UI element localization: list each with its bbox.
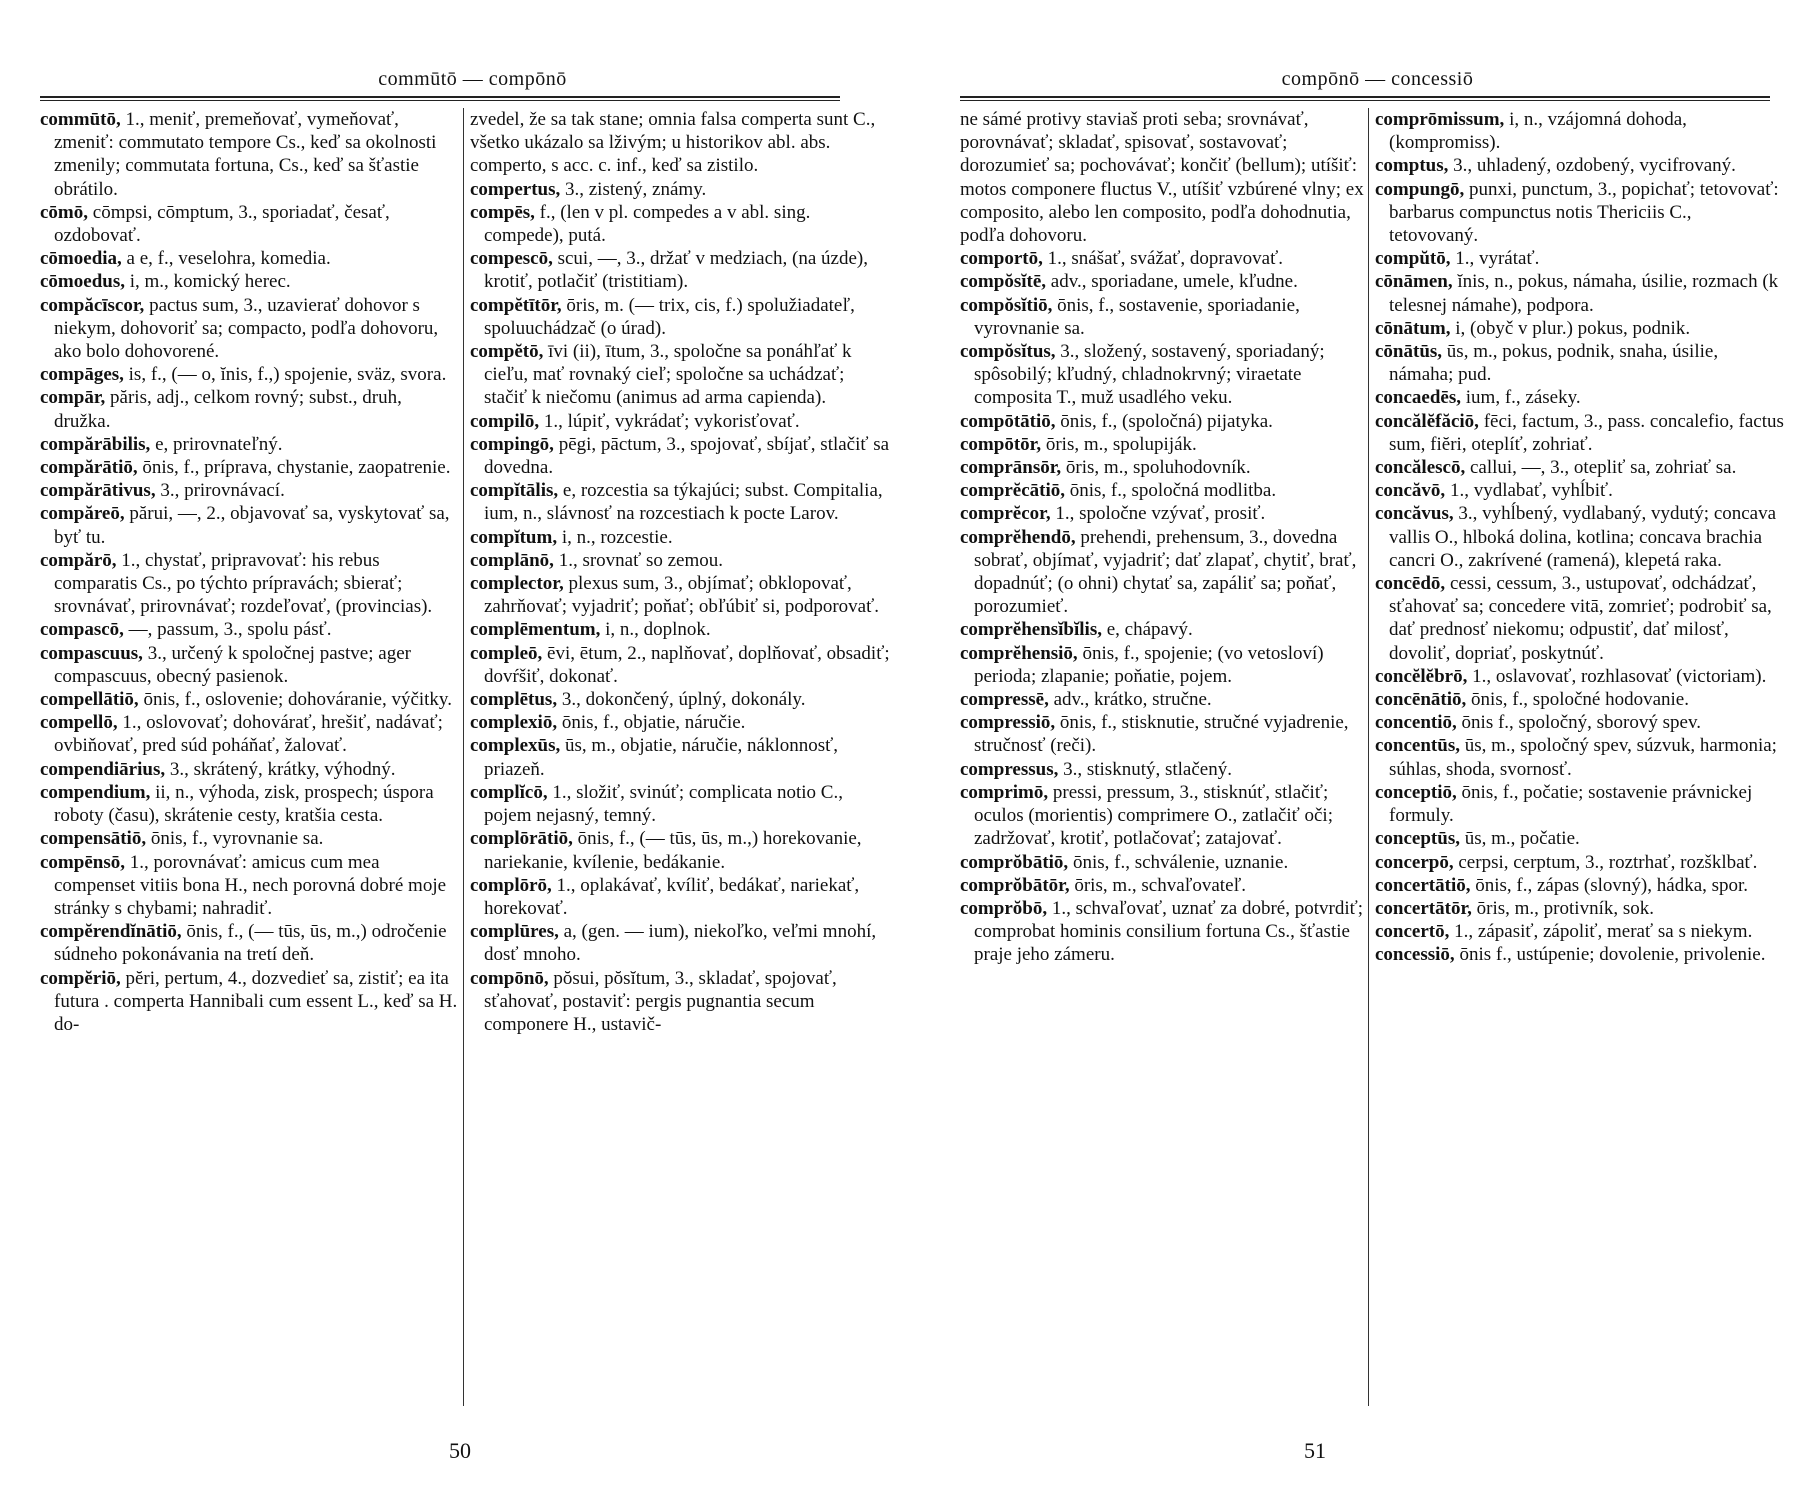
dictionary-entry [960,410,1380,433]
dictionary-entry [960,897,1380,967]
entry-headword: compungō, [1375,178,1465,200]
entry-definition: a, (gen. — ium), niekoľko, veľmi mnohí, dosť mnoho. [484,921,877,966]
dictionary-entry [470,294,890,340]
dictionary-entry [960,247,1380,270]
dictionary-entry [960,874,1380,897]
entry-definition: adv., krátko, stručne. [1048,689,1212,711]
entry-headword: comportō, [960,248,1043,270]
dictionary-entry [40,920,460,966]
dictionary-entry [470,201,890,247]
entry-headword: complētus, [470,689,558,711]
entry-headword: compĭtālis, [470,480,559,502]
entry-definition: i, n., doplnok. [600,619,711,641]
entry-definition: 1., vyrátať. [1450,248,1540,270]
entry-definition: ōnis, f., počatie; sostavenie právnickej formuly. [1389,781,1753,827]
dictionary-entry [40,967,460,1037]
dictionary-entry [1375,781,1785,827]
dictionary-entry [470,549,890,572]
entry-definition: ōris, m. (— trix, cis, f.) spolužiadateľ, spoluuchádzač (o úrad). [484,294,855,339]
entry-definition: 1., chystať, pripravovať: his rebus comparatis Cs., po týchto prípravách; sbierať; srovnávať, prirovnávať; rozdeľovať, (provincias). [54,549,433,618]
dictionary-column [1375,108,1785,967]
dictionary-entry [960,502,1380,525]
entry-headword: concăvus, [1375,503,1454,525]
entry-headword: concentiō, [1375,712,1457,734]
dictionary-entry [40,456,460,479]
dictionary-entry [960,851,1380,874]
entry-definition: ōnis, f., spoločná modlitba. [1064,480,1277,502]
entry-headword: compendium, [40,781,151,803]
entry-headword: cōnātūs, [1375,341,1443,363]
dictionary-entry [960,642,1380,688]
dictionary-entry [1375,897,1785,920]
entry-headword: compĕtītōr, [470,294,562,316]
entry-headword: comprĕcor, [960,503,1051,525]
entry-definition: cerpsi, cerptum, 3., roztrhať, rozšklbať. [1453,851,1758,873]
entry-definition: ōnis f., spoločný, sborový spev. [1456,712,1701,734]
entry-definition: a e, f., veselohra, komedia. [121,248,331,270]
entry-definition: cessi, cessum, 3., ustupovať, odchádzať, sťahovať sa; concedere vitā, zomrieť; podrobiť sa, dať prednosť niekomu; odpustiť, dať milosť, dovoliť, dopriať, poskytnúť. [1389,573,1772,664]
entry-headword: compŭtō, [1375,248,1451,270]
dictionary-column [960,108,1380,967]
dictionary-entry [40,827,460,850]
entry-headword: complĭcō, [470,781,548,803]
entry-headword: compensātiō, [40,828,147,850]
entry-headword: comprĕhensiō, [960,642,1078,664]
entry-headword: concăvō, [1375,480,1446,502]
dictionary-entry [470,734,890,780]
running-head: commūtō — compōnō [378,68,567,90]
dictionary-entry [1375,874,1785,897]
entry-headword: compressiō, [960,712,1056,734]
entry-headword: compressē, [960,689,1049,711]
entry-definition: ōnis, f., stisknutie, stručné vyjadrenie, stručnosť (reči). [974,712,1349,757]
entry-headword: compĭtum, [470,526,558,548]
dictionary-column [470,108,890,1036]
entry-headword: compilō, [470,410,540,432]
entry-definition: ēvi, ētum, 2., naplňovať, doplňovať, obsadiť; dovŕšiť, dokonať. [484,642,890,687]
entry-headword: cōmoedus, [40,271,125,293]
dictionary-entry [960,479,1380,502]
entry-headword: compendiārius, [40,758,166,780]
entry-headword: compleō, [470,642,543,664]
entry-definition: i, (obyč v plur.) pokus, podnik. [1450,317,1691,339]
entry-headword: compellātiō, [40,689,139,711]
entry-definition: ne sámé protivy staviaš proti seba; srovnávať, porovnávať; skladať, spisovať, sostavovať; dorozumieť sa; pochovávať; končiť (bellum); utíšiť: motos componere fluctus V., utíšiť vzbúrené vlny; ex composito, alebo len composito, podľa dohodnutia, podľa dohovoru. [960,109,1364,247]
entry-headword: compressus, [960,758,1059,780]
entry-definition: e, chápavý. [1101,619,1193,641]
entry-headword: compărātiō, [40,457,138,479]
entry-definition: fēci, factum, 3., pass. concalefio, factus sum, fiĕri, oteplíť, zohriať. [1389,410,1784,455]
entry-definition: ōnis, f., vyrovnanie sa. [146,828,324,850]
dictionary-entry [470,874,890,920]
entry-headword: compăcīscor, [40,294,145,316]
column-divider [463,108,464,1406]
dictionary-entry [40,642,460,688]
dictionary-entry [40,433,460,456]
entry-definition: callui, —, 3., otepliť sa, zohriať sa. [1465,457,1737,479]
dictionary-entry [470,572,890,618]
entry-definition: 3., vyhĺbený, vydlabaný, vydutý; concava vallis O., hlboká dolina, kotlina; concava brachia cancri O., zakrívené (ramená), klepetá raka. [1389,503,1777,571]
dictionary-entry [40,363,460,386]
entry-definition: pactus sum, 3., uzavierať dohovor s niekym, dohovoriť sa; compacto, podľa dohovoru, ako bolo dohovorené. [54,294,439,363]
entry-definition: īvi (ii), ītum, 3., spoločne sa ponáhľať k cieľu, mať rovnaký cieľ; spoločne sa uchádzať; stačiť k niečomu (animus ad arma capienda). [484,341,852,409]
right-page [905,0,1810,1500]
dictionary-entry [40,851,460,921]
dictionary-entry [960,526,1380,619]
entry-definition: ōnis, f., zápas (slovný), hádka, spor. [1470,874,1749,896]
dictionary-entry [470,827,890,873]
entry-headword: complexiō, [470,712,558,734]
dictionary-entry [1375,108,1785,154]
entry-definition: 3., dokončený, úplný, dokonály. [557,689,806,711]
dictionary-entry [1375,943,1785,966]
entry-definition: e, rozcestia sa týkajúci; subst. Compitalia, ium, n., slávnosť na rozcestiach k pocte Larov. [484,480,883,525]
entry-headword: comprimō, [960,781,1049,803]
entry-definition: ium, f., záseky. [1461,387,1581,409]
dictionary-entry [40,781,460,827]
dictionary-entry [470,920,890,966]
entry-headword: comprĕhendō, [960,526,1076,548]
entry-headword: comprĕcātiō, [960,480,1065,502]
entry-definition: 1., zápasiť, zápoliť, merať sa s niekym. [1449,921,1753,943]
entry-definition: i, m., komický herec. [124,271,291,293]
entry-headword: cōnāmen, [1375,271,1453,293]
entry-headword: concēnātiō, [1375,689,1467,711]
dictionary-entry [470,526,890,549]
entry-headword: concălescō, [1375,457,1466,479]
entry-headword: comprŏbātiō, [960,851,1069,873]
entry-definition: f., (len v pl. compedes a v abl. sing. compede), putá. [484,201,811,247]
entry-headword: concerpō, [1375,851,1454,873]
entry-definition: 3., určený k spoločnej pastve; ager compascuus, obecný pasienok. [54,642,411,687]
dictionary-entry [1375,688,1785,711]
entry-headword: complexūs, [470,735,561,757]
entry-headword: compărō, [40,549,117,571]
dictionary-entry [1375,456,1785,479]
dictionary-entry [960,294,1380,340]
entry-definition: 1., oslovovať; dohovárať, hrešiť, nadávať; ovbiňovať, pred súd poháňať, žalovať. [54,712,443,757]
dictionary-entry [960,270,1380,293]
column-divider [1368,108,1369,1406]
dictionary-entry [470,618,890,641]
entry-headword: concălĕfăciō, [1375,410,1479,432]
entry-headword: compascuus, [40,642,143,664]
entry-definition: ōris, m., spolupiják. [1041,433,1197,455]
entry-definition: ōnis, f., (— tūs, ūs, m.,) odročenie súdneho pokonávania na tretí deň. [54,921,447,966]
entry-definition: 1., vydlabať, vyhĺbiť. [1445,480,1613,502]
running-head: compōnō — concessiō [1281,68,1474,90]
dictionary-entry [960,340,1380,410]
dictionary-entry [1375,479,1785,502]
entry-headword: comprōmissum, [1375,109,1505,130]
entry-headword: compingō, [470,433,554,455]
entry-headword: cōmoedia, [40,248,122,270]
entry-headword: compărātivus, [40,480,156,502]
dictionary-entry [470,433,890,479]
page-number: 51 [1304,1438,1326,1463]
entry-definition: ōnis, f., oslovenie; dohováranie, výčitky. [138,689,452,711]
entry-headword: comprŏbātōr, [960,874,1070,896]
entry-headword: compōtōr, [960,433,1042,455]
entry-definition: ūs, m., počatie. [1459,828,1580,850]
entry-headword: compēnsō, [40,851,125,873]
entry-definition: i, n., vzájomná dohoda, (kompromiss). [1389,109,1687,154]
dictionary-entry [1375,572,1785,665]
dictionary-entry [40,201,460,247]
entry-headword: concaedēs, [1375,387,1462,409]
header-rule [960,96,1770,98]
entry-headword: comprĕhensĭbĭlis, [960,619,1102,641]
entry-headword: commūtō, [40,109,121,130]
entry-definition: 1., srovnať so zemou. [553,549,723,571]
entry-headword: compărābilis, [40,433,151,455]
entry-definition: pēgi, pāctum, 3., spojovať, sbíjať, stlačiť sa dovedna. [484,433,890,479]
entry-definition: —, passum, 3., spolu pásť. [123,619,332,641]
dictionary-entry [1375,502,1785,572]
entry-definition: ōnis, f., (spoločná) pijatyka. [1055,410,1273,432]
entry-definition: 1., spoločne vzývať, prosiť. [1050,503,1266,525]
dictionary-entry [40,618,460,641]
entry-definition: 1., lúpiť, vykrádať; vykorisťovať. [539,410,800,432]
dictionary-entry [470,642,890,688]
entry-definition: păris, adj., celkom rovný; subst., druh, družka. [54,387,402,432]
dictionary-entry [40,294,460,364]
entry-definition: ōnis, f., spojenie; (vo vetosloví) perioda; zlapanie; poňatie, pojem. [974,642,1324,687]
entry-headword: comptus, [1375,155,1449,177]
dictionary-entry [960,108,1380,247]
entry-headword: conceptūs, [1375,828,1460,850]
dictionary-entry [40,270,460,293]
entry-definition: 1., meniť, premeňovať, vymeňovať, zmeniť: commutato tempore Cs., keď sa okolnosti zmenily; commutata fortuna, Cs., keď sa šťastie obrátilo. [54,109,437,200]
entry-definition: ūs, m., pokus, podnik, snaha, úsilie, námaha; pud. [1389,341,1719,386]
dictionary-entry [470,688,890,711]
dictionary-entry [960,456,1380,479]
entry-headword: concēdō, [1375,573,1446,595]
entry-headword: concĕlĕbrō, [1375,665,1468,687]
entry-headword: compellō, [40,712,118,734]
dictionary-entry [40,688,460,711]
dictionary-entry [470,178,890,201]
entry-headword: compŏsĭtus, [960,341,1056,363]
dictionary-entry [1375,665,1785,688]
dictionary-entry [1375,711,1785,734]
dictionary-entry [960,618,1380,641]
entry-definition: 1., schvaľovať, uznať za dobré, potvrdiť; comprobat hominis consilium fortuna Cs., šťastie praje jeho zámeru. [974,897,1363,966]
dictionary-entry [470,108,890,178]
entry-headword: complēmentum, [470,619,601,641]
entry-definition: pressi, pressum, 3., stisknúť, stlačiť; oculos (morientis) comprimere O., zatlačiť oči; zadržovať, krotiť, potlačovať; zatajovať. [974,781,1333,850]
entry-definition: ĭnis, n., pokus, námaha, úsilie, rozmach (k telesnej námahe), podpora. [1389,271,1779,316]
dictionary-entry [960,758,1380,781]
entry-headword: compascō, [40,619,124,641]
entry-headword: compescō, [470,248,553,270]
dictionary-entry [960,781,1380,851]
entry-headword: compŏsĭtē, [960,271,1047,293]
entry-definition: 1., složiť, svinúť; complicata notio C., pojem nejasný, temný. [484,781,843,827]
entry-definition: e, prirovnateľný. [150,433,283,455]
entry-definition: 1., oslavovať, rozhlasovať (victoriam). [1467,665,1767,687]
dictionary-entry [960,711,1380,757]
page-number: 50 [449,1438,471,1463]
header-rule [40,100,840,101]
entry-definition: 1., porovnávať: amicus cum mea compenset vitiis bona H., nech porovná dobré moje stránky s chybami; nahradiť. [54,851,447,919]
entry-headword: complōrātiō, [470,828,573,850]
entry-headword: concentūs, [1375,735,1460,757]
entry-definition: ōnis, f., (— tūs, ūs, m.,) horekovanie, nariekanie, kvílenie, bedákanie. [484,828,862,873]
entry-definition: părui, —, 2., objavovať sa, vyskytovať sa, byť tu. [54,503,450,548]
entry-headword: complānō, [470,549,554,571]
entry-headword: compōtātiō, [960,410,1056,432]
entry-definition: plexus sum, 3., objímať; obklopovať, zahrňovať; vyjadriť; poňať; obľúbiť si, podporovať. [484,573,879,618]
entry-definition: ōris, m., spoluhodovník. [1061,457,1251,479]
dictionary-entry [1375,920,1785,943]
entry-definition: 1., oplakávať, kvíliť, bedákať, nariekať, horekovať. [484,874,860,919]
entry-definition: i, n., rozcestie. [557,526,673,548]
dictionary-entry [1375,154,1785,177]
entry-headword: complōrō, [470,874,552,896]
entry-definition: 3., uhladený, ozdobený, vycifrovaný. [1448,155,1736,177]
entry-definition: ōnis, f., objatie, náručie. [557,712,746,734]
entry-headword: concertātōr, [1375,897,1472,919]
entry-definition: ōnis f., ustúpenie; dovolenie, privolenie. [1454,944,1766,966]
dictionary-entry [470,410,890,433]
entry-headword: compŏsĭtiō, [960,294,1053,316]
dictionary-entry [1375,340,1785,386]
dictionary-entry [40,386,460,432]
entry-definition: 3., zistený, známy. [560,178,707,200]
entry-definition: ōnis, f., sostavenie, sporiadanie, vyrovnanie sa. [974,294,1300,339]
entry-definition: punxi, punctum, 3., popichať; tetovovať: barbarus compunctus notis Thericiis C., tetovovaný. [1389,178,1779,247]
entry-definition: 3., skrátený, krátky, výhodný. [165,758,396,780]
entry-headword: cōmō, [40,201,89,223]
entry-definition: scui, —, 3., držať v medziach, (na úzde), krotiť, potlačiť (tristitiam). [484,248,869,293]
dictionary-entry [470,711,890,734]
dictionary-entry [1375,317,1785,340]
dictionary-entry [40,758,460,781]
entry-definition: ōris, m., schvaľovateľ. [1069,874,1246,896]
entry-headword: concertātiō, [1375,874,1471,896]
dictionary-entry [470,479,890,525]
dictionary-entry [40,108,460,201]
entry-definition: ūs, m., objatie, náručie, náklonnosť, priazeň. [484,735,839,780]
entry-definition: 3., stisknutý, stlačený. [1058,758,1232,780]
entry-headword: compĕrendĭnātiō, [40,921,182,943]
entry-definition: ōnis, f., príprava, chystanie, zaopatrenie. [137,457,451,479]
entry-definition: ōnis, f., schválenie, uznanie. [1068,851,1289,873]
entry-definition: ūs, m., spoločný spev, súzvuk, harmonia; súhlas, shoda, svornosť. [1389,735,1777,780]
entry-headword: conceptiō, [1375,781,1457,803]
entry-definition: 3., složený, sostavený, sporiadaný; spôsobilý; kľudný, chladnokrvný; viraetate composita T., muž usadlého veku. [974,341,1325,409]
dictionary-entry [470,340,890,410]
dictionary-entry [1375,247,1785,270]
entry-definition: pĕri, pertum, 4., dozvedieť sa, zistiť; ea ita futura . comperta Hannibali cum essent L., keď sa H. do- [54,967,458,1035]
entry-definition: 3., prirovnávací. [155,480,285,502]
entry-headword: concessiō, [1375,944,1455,966]
dictionary-entry [1375,734,1785,780]
header-rule [40,96,840,98]
dictionary-entry [40,502,460,548]
entry-definition: ii, n., výhoda, zisk, prospech; úspora roboty (času), skrátenie cesty, kratšia cesta. [54,781,434,827]
entry-headword: concertō, [1375,921,1450,943]
entry-headword: compār, [40,387,106,409]
dictionary-entry [1375,178,1785,248]
dictionary-entry [1375,270,1785,316]
entry-headword: comprānsōr, [960,457,1062,479]
header-rule [960,100,1770,101]
entry-headword: cōnātum, [1375,317,1451,339]
dictionary-entry [1375,386,1785,409]
entry-headword: compōnō, [470,967,549,989]
entry-headword: compĕtō, [470,341,544,363]
entry-headword: compertus, [470,178,561,200]
entry-definition: ōris, m., protivník, sok. [1471,897,1654,919]
entry-definition: 1., snášať, svážať, dopravovať. [1042,248,1283,270]
dictionary-entry [1375,410,1785,456]
entry-definition: zvedel, že sa tak stane; omnia falsa comperta sunt C., všetko ukázalo sa lživým; u historikov abl. abs. comperto, s acc. c. inf., keď sa zistilo. [470,109,876,177]
entry-headword: compēs, [470,201,535,223]
dictionary-entry [40,247,460,270]
dictionary-entry [40,479,460,502]
dictionary-column [40,108,460,1036]
dictionary-entry [1375,851,1785,874]
dictionary-entry [40,549,460,619]
entry-headword: complūres, [470,921,559,943]
dictionary-entry [470,781,890,827]
dictionary-entry [470,247,890,293]
entry-headword: compĕriō, [40,967,121,989]
dictionary-entry [960,688,1380,711]
dictionary-entry [1375,827,1785,850]
entry-headword: compăreō, [40,503,125,525]
entry-definition: cōmpsi, cōmptum, 3., sporiadať, česať, ozdobovať. [54,201,390,247]
dictionary-entry [960,433,1380,456]
dictionary-entry [470,967,890,1037]
entry-headword: complector, [470,573,564,595]
entry-headword: comprŏbō, [960,897,1048,919]
dictionary-entry [40,711,460,757]
entry-definition: is, f., (— o, ĭnis, f.,) spojenie, sväz, svora. [123,364,447,386]
entry-definition: pŏsui, pŏsĭtum, 3., skladať, spojovať, sťahovať, postaviť: pergis pugnantia secum componere H., ustavič- [484,967,837,1035]
entry-headword: compāges, [40,364,124,386]
entry-definition: prehendi, prehensum, 3., dovedna sobrať, objímať, vyjadriť; dať zlapať, chytiť, brať, dopadnúť; (o ohni) chytať sa, zapáliť sa; poňať, porozumieť. [974,526,1357,618]
entry-definition: ōnis, f., spoločné hodovanie. [1466,689,1689,711]
entry-definition: adv., sporiadane, umele, kľudne. [1046,271,1298,293]
